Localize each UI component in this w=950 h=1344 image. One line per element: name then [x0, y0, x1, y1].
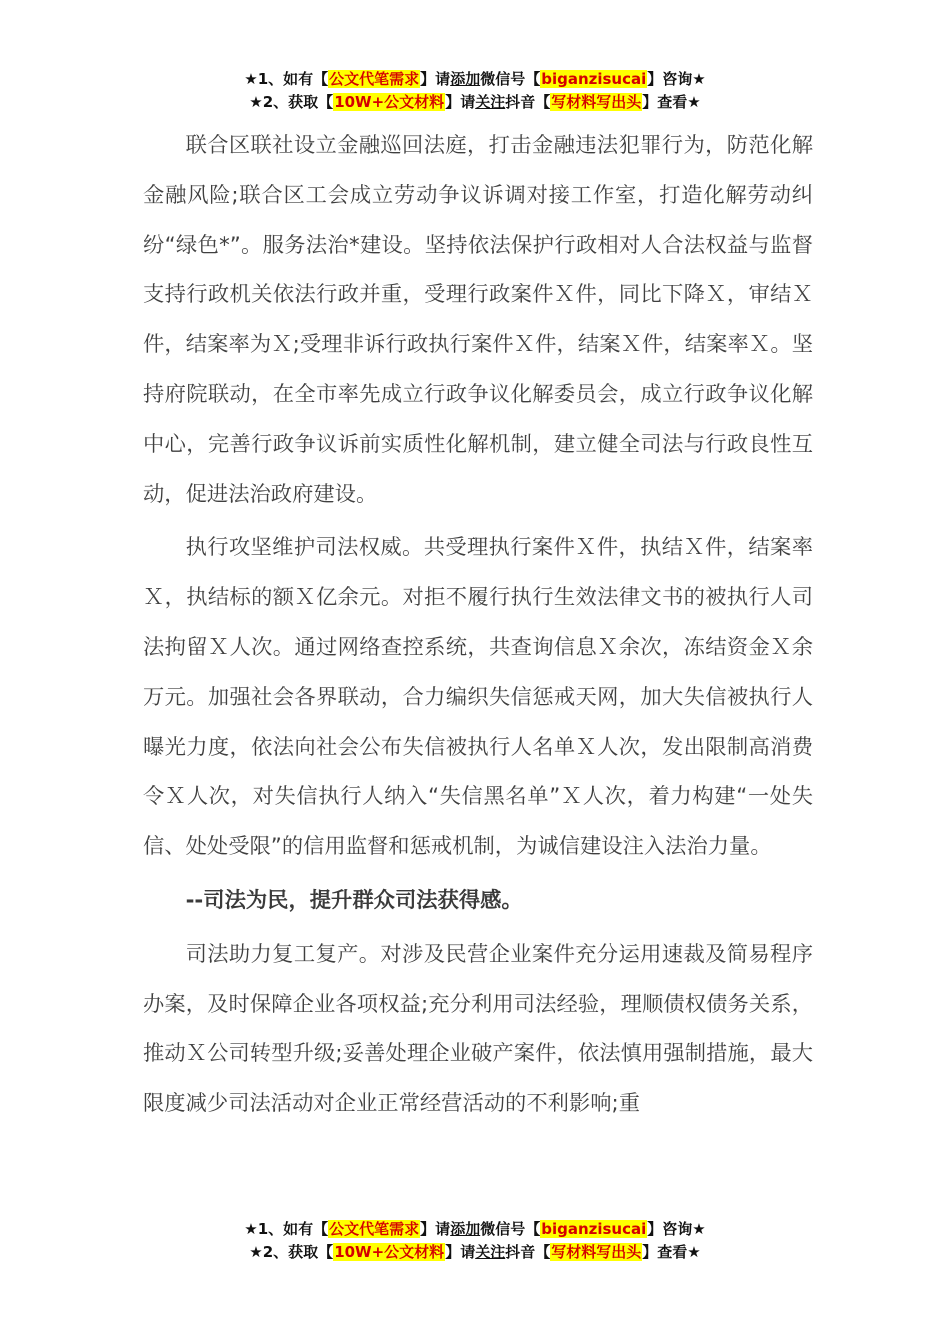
banner-text: 微信号【: [480, 70, 541, 88]
document-body: [143, 121, 813, 1129]
banner-text: ★2、获取【: [249, 93, 334, 111]
banner-text: ★1、如有【: [244, 70, 329, 88]
section-heading: --司法为民，提升群众司法获得感。: [185, 887, 523, 913]
banner-text: 】请: [420, 1220, 451, 1238]
banner-highlight: 10W+公文材料: [334, 93, 445, 111]
banner-text: 】请: [445, 93, 476, 111]
banner-text: 】查看★: [642, 93, 701, 111]
footer-banner: [0, 1218, 950, 1264]
banner-underline: 添加: [450, 70, 481, 88]
banner-highlight: biganzisucai: [541, 1220, 647, 1238]
banner-text: 抖音【: [505, 1243, 551, 1261]
banner-text: ★1、如有【: [244, 1220, 329, 1238]
banner-highlight: 公文代笔需求: [329, 1220, 420, 1238]
banner-text: 】咨询★: [647, 1220, 706, 1238]
banner-highlight: 10W+公文材料: [334, 1243, 445, 1261]
banner-text: 】请: [420, 70, 451, 88]
banner-text: 】查看★: [642, 1243, 701, 1261]
banner-text: 抖音【: [505, 93, 551, 111]
banner-text: 】咨询★: [647, 70, 706, 88]
banner-line-1: [0, 1218, 950, 1241]
paragraph: 执行攻坚维护司法权威。共受理执行案件Ｘ件，执结Ｘ件，结案率Ｘ，执结标的额Ｘ亿余元。对拒不履行执行生效法律文书的被执行人司法拘留Ｘ人次。通过网络查控系统，共查询信息Ｘ余次，冻结资金Ｘ余万元。加强社会各界联动，合力编织失信惩戒天网，加大失信被执行人曝光力度，依法向社会公布失信被执行人名单Ｘ人次，发出限制高消费令Ｘ人次，对失信执行人纳入“失信黑名单”Ｘ人次，着力构建“一处失信、处处受限”的信用监督和惩戒机制，为诚信建设注入法治力量。: [143, 535, 813, 860]
banner-underline: 关注: [475, 1243, 506, 1261]
banner-line-2: [0, 91, 950, 114]
banner-line-1: [0, 68, 950, 91]
banner-underline: 关注: [475, 93, 506, 111]
banner-underline: 添加: [450, 1220, 481, 1238]
banner-highlight: 公文代笔需求: [329, 70, 420, 88]
paragraph: 司法助力复工复产。对涉及民营企业案件充分运用速裁及简易程序办案，及时保障企业各项权益;充分利用司法经验，理顺债权债务关系，推动Ｘ公司转型升级;妥善处理企业破产案件，依法慎用强制措施，最大限度减少司法活动对企业正常经营活动的不利影响;重: [143, 941, 813, 1117]
banner-highlight: 写材料写出头: [551, 1243, 642, 1261]
header-banner: [0, 68, 950, 114]
banner-text: 微信号【: [480, 1220, 541, 1238]
paragraph: 联合区联社设立金融巡回法庭，打击金融违法犯罪行为，防范化解金融风险;联合区工会成立劳动争议诉调对接工作室，打造化解劳动纠纷“绿色*”。服务法治*建设。坚持依法保护行政相对人合法权益与监督支持行政机关依法行政并重，受理行政案件Ｘ件，同比下降Ｘ，审结Ｘ件，结案率为Ｘ;受理非诉行政执行案件Ｘ件，结案Ｘ件，结案率Ｘ。坚持府院联动，在全市率先成立行政争议化解委员会，成立行政争议化解中心，完善行政争议诉前实质性化解机制，建立健全司法与行政良性互动，促进法治政府建设。: [143, 133, 813, 507]
banner-highlight: 写材料写出头: [551, 93, 642, 111]
banner-text: 】请: [445, 1243, 476, 1261]
banner-highlight: biganzisucai: [541, 70, 647, 88]
banner-text: ★2、获取【: [249, 1243, 334, 1261]
banner-line-2: [0, 1241, 950, 1264]
